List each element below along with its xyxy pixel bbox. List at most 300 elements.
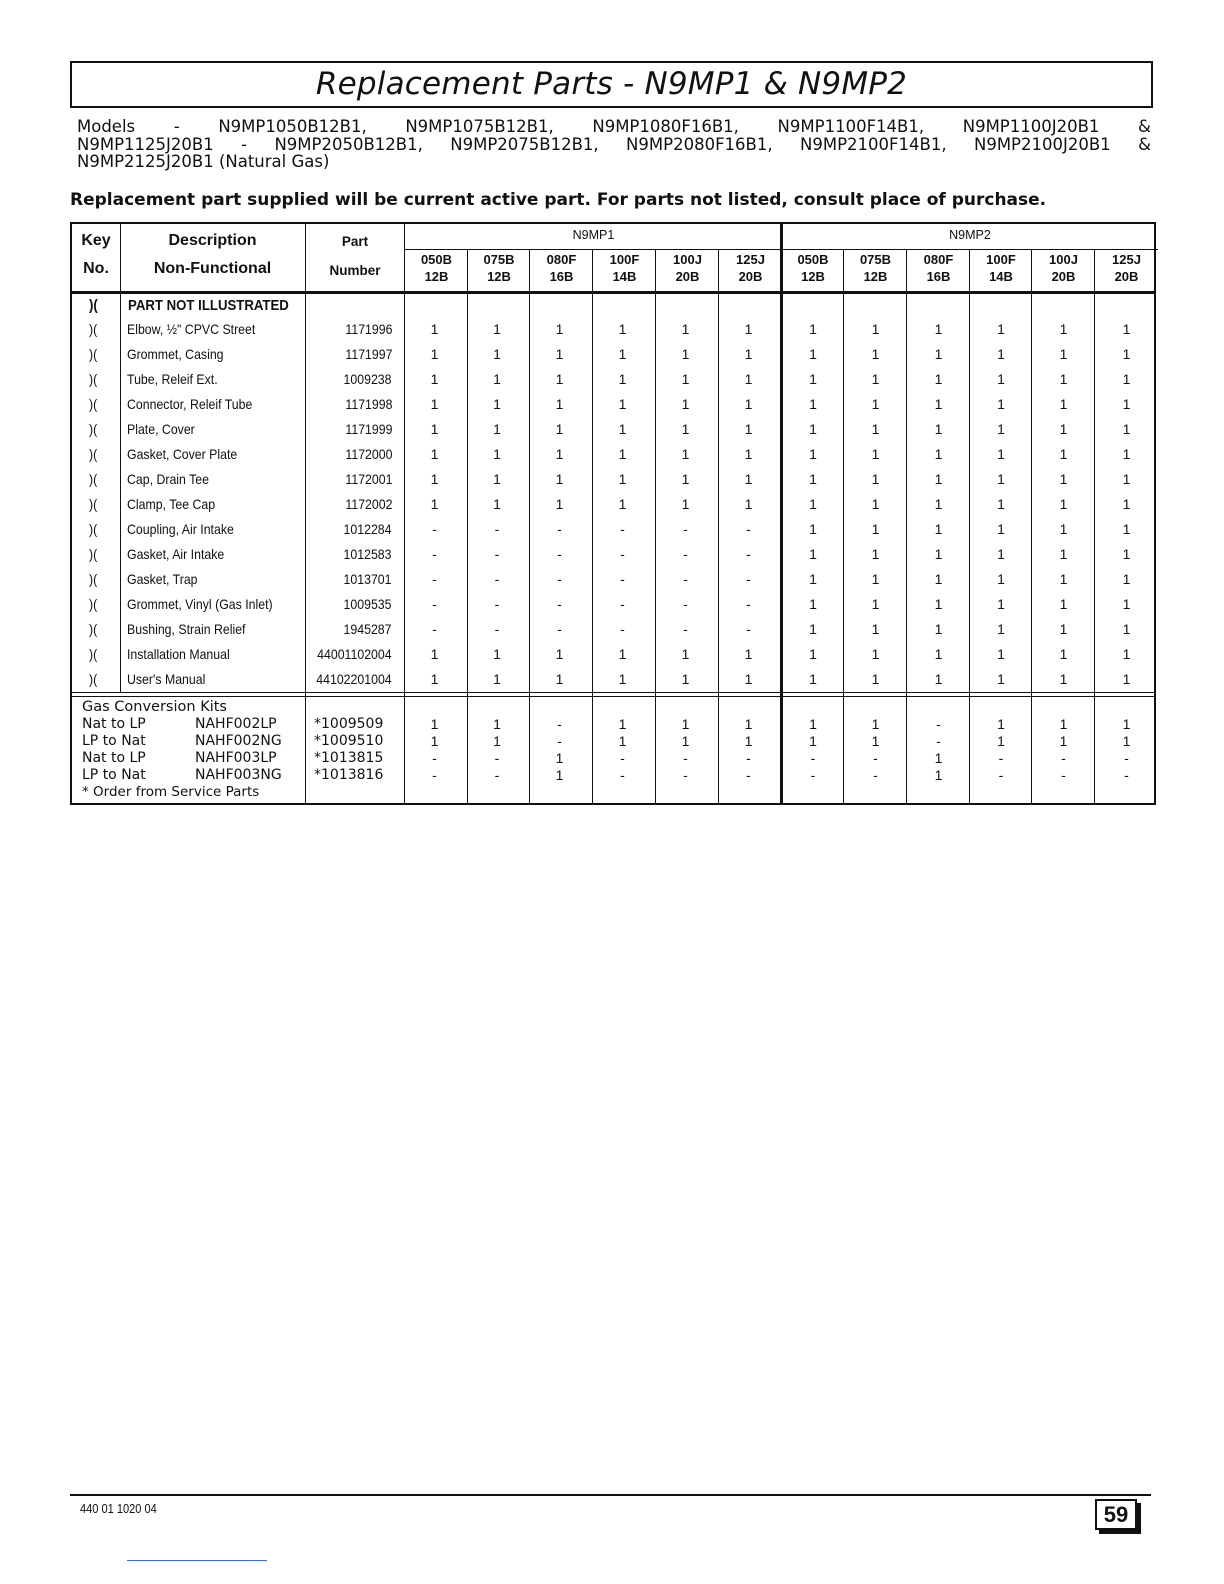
row-quantity: 1 <box>997 421 1005 437</box>
row-quantity: 1 <box>493 471 501 487</box>
group-header-n9mp2: N9MP2 <box>949 228 991 242</box>
col-divider <box>467 249 468 805</box>
kit-quantity: - <box>620 767 625 783</box>
row-quantity: 1 <box>871 521 880 537</box>
col-divider <box>718 249 719 805</box>
row-quantity: 1 <box>871 446 880 462</box>
row-quantity: 1 <box>1122 396 1131 412</box>
header-rule-thick <box>72 291 1154 294</box>
description-header-sub: Non-Functional <box>153 260 272 277</box>
model-column-header: 080F <box>546 252 577 267</box>
model-column-header-sub: 16B <box>926 269 951 284</box>
row-quantity: 1 <box>681 496 690 512</box>
col-divider <box>655 249 656 805</box>
row-quantity: 1 <box>1059 421 1068 437</box>
row-quantity: - <box>620 621 625 637</box>
row-quantity: 1 <box>1059 596 1068 612</box>
row-quantity: 1 <box>555 396 564 412</box>
row-quantity: 1 <box>871 421 880 437</box>
kit-quantity: - <box>557 733 562 749</box>
row-quantity: 1 <box>1122 521 1131 537</box>
col-divider <box>906 249 907 805</box>
row-quantity: 1 <box>618 446 627 462</box>
row-quantity: 1 <box>997 346 1005 362</box>
row-quantity: 1 <box>934 621 943 637</box>
row-quantity: - <box>746 521 751 537</box>
row-key: )( <box>89 371 98 387</box>
replacement-note: Replacement part supplied will be current active part. For parts not listed, consult place of purchase. <box>70 190 1047 210</box>
row-quantity: 1 <box>997 646 1005 662</box>
row-description: Elbow, ½" CPVC Street <box>127 321 256 337</box>
row-description: User's Manual <box>127 671 206 687</box>
section-key: )( <box>89 297 98 314</box>
row-key: )( <box>89 421 98 437</box>
model-column-header-sub: 14B <box>612 269 637 284</box>
row-part-number: 1171996 <box>344 321 392 337</box>
row-quantity: 1 <box>681 671 690 687</box>
row-quantity: 1 <box>618 371 627 387</box>
kit-quantity: - <box>810 767 816 783</box>
kit-label: LP to Nat <box>82 733 146 749</box>
row-quantity: 1 <box>809 446 817 462</box>
row-key: )( <box>89 596 98 612</box>
row-quantity: 1 <box>430 371 439 387</box>
page-number-shadow-bottom <box>1099 1530 1141 1534</box>
row-quantity: 1 <box>871 671 880 687</box>
row-quantity: 1 <box>997 571 1005 587</box>
kit-quantity: 1 <box>555 750 564 766</box>
kit-quantity: 1 <box>744 733 753 749</box>
row-quantity: 1 <box>871 621 880 637</box>
row-quantity: 1 <box>1059 546 1068 562</box>
kit-quantity: 1 <box>681 733 690 749</box>
row-quantity: 1 <box>871 471 880 487</box>
row-quantity: 1 <box>493 446 501 462</box>
row-quantity: 1 <box>934 446 943 462</box>
kit-quantity: - <box>494 767 500 783</box>
row-quantity: 1 <box>934 571 943 587</box>
row-description: Grommet, Casing <box>127 346 224 362</box>
row-quantity: 1 <box>934 346 943 362</box>
row-quantity: 1 <box>997 321 1005 337</box>
row-quantity: 1 <box>744 346 753 362</box>
row-quantity: 1 <box>809 571 817 587</box>
kits-footnote: * Order from Service Parts <box>82 784 260 800</box>
row-quantity: 1 <box>493 671 501 687</box>
row-quantity: - <box>683 621 688 637</box>
row-quantity: - <box>683 571 688 587</box>
models-line-3 <box>77 153 1151 171</box>
row-quantity: 1 <box>430 446 439 462</box>
group-divider <box>780 224 783 805</box>
kit-quantity: 1 <box>934 767 943 783</box>
row-key: )( <box>89 521 98 537</box>
row-quantity: 1 <box>934 396 943 412</box>
kit-quantity: 1 <box>618 733 627 749</box>
model-column-header-sub: 20B <box>738 269 763 284</box>
models-line1-item: & <box>1138 117 1151 136</box>
kit-quantity: 1 <box>1122 733 1131 749</box>
header-rule <box>405 249 1158 250</box>
row-quantity: 1 <box>430 646 439 662</box>
models-line2-item: N9MP1125J20B1 <box>77 134 214 154</box>
row-quantity: 1 <box>1122 446 1131 462</box>
row-quantity: - <box>620 596 625 612</box>
row-quantity: - <box>746 621 751 637</box>
kit-part: *1013816 <box>314 767 384 783</box>
kits-rule <box>72 696 1154 697</box>
model-column-header-sub: 20B <box>1051 269 1076 284</box>
kit-quantity: - <box>1061 767 1066 783</box>
row-part-number: 1171999 <box>344 421 392 437</box>
models-line-2 <box>77 136 1151 154</box>
row-quantity: 1 <box>1059 496 1068 512</box>
row-part-number: 1012583 <box>344 546 392 562</box>
group-header-n9mp1: N9MP1 <box>572 228 615 242</box>
row-quantity: 1 <box>430 321 439 337</box>
row-quantity: - <box>494 571 500 587</box>
row-quantity: 1 <box>934 321 943 337</box>
row-quantity: 1 <box>493 346 501 362</box>
row-description: Connector, Releif Tube <box>127 396 253 412</box>
row-quantity: - <box>494 596 500 612</box>
kit-quantity: 1 <box>618 716 627 732</box>
row-quantity: - <box>557 621 562 637</box>
models-line-1 <box>77 118 1151 136</box>
description-header: Description <box>168 232 257 249</box>
row-quantity: 1 <box>493 646 501 662</box>
row-quantity: 1 <box>744 321 753 337</box>
row-quantity: 1 <box>1122 496 1131 512</box>
model-column-header: 125J <box>736 252 765 267</box>
row-quantity: 1 <box>1059 671 1068 687</box>
row-quantity: 1 <box>1122 421 1131 437</box>
row-key: )( <box>89 396 98 412</box>
kit-quantity: - <box>432 767 437 783</box>
row-quantity: 1 <box>618 471 627 487</box>
row-quantity: 1 <box>555 496 564 512</box>
row-quantity: 1 <box>1122 571 1131 587</box>
col-divider <box>592 249 593 805</box>
row-part-number: 44001102004 <box>317 646 392 662</box>
model-column-header-sub: 14B <box>989 269 1013 284</box>
row-quantity: 1 <box>555 446 564 462</box>
row-quantity: 1 <box>934 471 943 487</box>
row-quantity: 1 <box>618 346 627 362</box>
row-quantity: 1 <box>809 621 817 637</box>
kit-quantity: 1 <box>871 733 880 749</box>
row-quantity: 1 <box>809 496 817 512</box>
row-quantity: 1 <box>744 446 753 462</box>
row-quantity: 1 <box>997 671 1005 687</box>
row-quantity: 1 <box>1122 346 1131 362</box>
row-quantity: 1 <box>1059 446 1068 462</box>
kit-quantity: - <box>557 716 562 732</box>
kit-model: NAHF002NG <box>195 733 282 749</box>
kit-quantity: - <box>810 750 816 766</box>
model-column-header: 050B <box>797 252 829 267</box>
kit-quantity: 1 <box>997 716 1005 732</box>
kit-quantity: - <box>998 750 1004 766</box>
kit-quantity: - <box>873 750 878 766</box>
row-quantity: 1 <box>744 671 753 687</box>
kit-quantity: - <box>432 750 437 766</box>
kit-quantity: 1 <box>809 733 817 749</box>
kit-quantity: 1 <box>1059 716 1068 732</box>
row-quantity: 1 <box>430 421 439 437</box>
row-quantity: - <box>683 596 688 612</box>
row-quantity: - <box>557 521 562 537</box>
row-quantity: 1 <box>1122 671 1131 687</box>
row-quantity: 1 <box>555 346 564 362</box>
row-quantity: - <box>620 546 625 562</box>
row-key: )( <box>89 671 98 687</box>
row-quantity: - <box>432 521 437 537</box>
kit-quantity: - <box>1061 750 1066 766</box>
row-quantity: 1 <box>555 421 564 437</box>
row-quantity: 1 <box>934 671 943 687</box>
row-quantity: 1 <box>618 496 627 512</box>
row-quantity: - <box>432 571 437 587</box>
kit-quantity: 1 <box>934 750 943 766</box>
row-key: )( <box>89 321 98 337</box>
row-quantity: 1 <box>430 471 439 487</box>
row-quantity: 1 <box>934 596 943 612</box>
row-quantity: 1 <box>1122 471 1131 487</box>
row-quantity: 1 <box>1059 321 1068 337</box>
row-quantity: 1 <box>1059 646 1068 662</box>
section-label: PART NOT ILLUSTRATED <box>128 297 289 314</box>
row-quantity: - <box>620 521 625 537</box>
kit-label: Nat to LP <box>82 716 146 732</box>
row-quantity: - <box>432 621 437 637</box>
row-description: Bushing, Strain Relief <box>127 621 246 637</box>
model-column-header-sub: 16B <box>549 269 574 284</box>
row-part-number: 1172002 <box>344 496 392 512</box>
row-quantity: 1 <box>555 371 564 387</box>
model-column-header-sub: 12B <box>424 269 449 284</box>
row-quantity: - <box>494 621 500 637</box>
kit-model: NAHF003LP <box>195 750 277 766</box>
kit-quantity: 1 <box>493 716 501 732</box>
model-column-header-sub: 12B <box>487 269 511 284</box>
kit-quantity: 1 <box>493 733 501 749</box>
kit-quantity: 1 <box>681 716 690 732</box>
row-quantity: 1 <box>744 396 753 412</box>
row-quantity: 1 <box>430 496 439 512</box>
model-column-header-sub: 12B <box>863 269 888 284</box>
row-quantity: 1 <box>997 546 1005 562</box>
row-quantity: - <box>746 546 751 562</box>
row-quantity: 1 <box>744 421 753 437</box>
row-quantity: 1 <box>555 321 564 337</box>
row-description: Coupling, Air Intake <box>127 521 234 537</box>
row-quantity: 1 <box>681 396 690 412</box>
model-column-header: 100J <box>1049 252 1078 267</box>
row-quantity: 1 <box>809 396 817 412</box>
row-part-number: 1172000 <box>344 446 392 462</box>
row-key: )( <box>89 546 98 562</box>
row-quantity: 1 <box>493 496 501 512</box>
row-quantity: 1 <box>681 646 690 662</box>
row-quantity: 1 <box>681 346 690 362</box>
models-line2-item: N9MP2050B12B1, <box>274 134 423 154</box>
row-quantity: - <box>683 521 688 537</box>
row-quantity: 1 <box>1059 571 1068 587</box>
kit-quantity: - <box>746 767 751 783</box>
model-column-header: 080F <box>923 252 954 267</box>
row-quantity: 1 <box>809 646 817 662</box>
row-quantity: 1 <box>809 596 817 612</box>
row-quantity: 1 <box>681 321 690 337</box>
kit-quantity: 1 <box>1122 716 1131 732</box>
row-description: Clamp, Tee Cap <box>127 496 216 512</box>
row-quantity: 1 <box>681 371 690 387</box>
page-number: 59 <box>1095 1499 1137 1530</box>
row-quantity: 1 <box>934 646 943 662</box>
row-quantity: 1 <box>809 371 817 387</box>
page-title-box <box>70 61 1153 108</box>
kit-label: Nat to LP <box>82 750 146 766</box>
row-quantity: - <box>620 571 625 587</box>
row-key: )( <box>89 496 98 512</box>
row-quantity: 1 <box>934 496 943 512</box>
model-column-header: 100J <box>673 252 702 267</box>
models-line2-item: N9MP2100J20B1 <box>973 134 1111 154</box>
models-line2-item: N9MP2100F14B1, <box>800 134 947 154</box>
row-quantity: 1 <box>1059 396 1068 412</box>
model-column-header: 050B <box>420 252 453 267</box>
row-quantity: 1 <box>871 646 880 662</box>
model-column-header-sub: 12B <box>801 269 825 284</box>
row-quantity: 1 <box>493 396 501 412</box>
row-quantity: 1 <box>430 396 439 412</box>
row-quantity: 1 <box>555 471 564 487</box>
row-quantity: - <box>746 571 751 587</box>
row-quantity: 1 <box>809 321 817 337</box>
row-quantity: 1 <box>430 346 439 362</box>
row-quantity: - <box>746 596 751 612</box>
kit-quantity: 1 <box>871 716 880 732</box>
models-line1-item: N9MP1050B12B1, <box>218 117 367 136</box>
row-description: Gasket, Trap <box>127 571 198 587</box>
key-header-no: No. <box>83 260 109 277</box>
row-quantity: 1 <box>681 446 690 462</box>
row-quantity: 1 <box>871 371 880 387</box>
row-quantity: 1 <box>997 396 1005 412</box>
row-quantity: 1 <box>997 446 1005 462</box>
row-quantity: 1 <box>493 421 501 437</box>
row-part-number: 44102201004 <box>316 671 392 687</box>
key-header: Key <box>81 232 111 249</box>
kits-rule <box>72 692 1154 693</box>
kit-model: NAHF003NG <box>195 767 282 783</box>
model-column-header: 075B <box>859 252 892 267</box>
col-divider <box>120 224 121 692</box>
row-key: )( <box>89 346 98 362</box>
col-divider <box>843 249 844 805</box>
row-quantity: 1 <box>809 471 817 487</box>
col-divider <box>529 249 530 805</box>
row-quantity: 1 <box>1122 621 1131 637</box>
col-divider <box>305 224 306 805</box>
col-divider <box>1031 249 1032 805</box>
row-quantity: 1 <box>997 496 1005 512</box>
row-part-number: 1171997 <box>344 346 392 362</box>
kit-quantity: - <box>494 750 500 766</box>
models-line1-item: Models <box>77 117 136 136</box>
row-quantity: 1 <box>493 371 501 387</box>
col-divider <box>969 249 970 805</box>
row-key: )( <box>89 471 98 487</box>
row-quantity: 1 <box>1122 321 1131 337</box>
row-part-number: 1171998 <box>344 396 392 412</box>
part-header-sub: Number <box>329 263 381 278</box>
row-quantity: 1 <box>430 671 439 687</box>
kit-quantity: 1 <box>430 716 439 732</box>
footer-divider <box>70 1494 1151 1496</box>
row-quantity: - <box>683 546 688 562</box>
row-quantity: 1 <box>997 521 1005 537</box>
row-quantity: 1 <box>1122 646 1131 662</box>
row-quantity: 1 <box>681 471 690 487</box>
models-line1-item: N9MP1100F14B1, <box>777 117 925 136</box>
row-quantity: 1 <box>1122 596 1131 612</box>
models-line2-item: & <box>1138 134 1151 154</box>
row-description: Installation Manual <box>127 646 230 662</box>
row-quantity: 1 <box>809 671 817 687</box>
row-key: )( <box>89 571 98 587</box>
row-key: )( <box>89 446 98 462</box>
row-quantity: 1 <box>871 396 880 412</box>
kit-quantity: 1 <box>809 716 817 732</box>
row-quantity: 1 <box>744 371 753 387</box>
row-quantity: 1 <box>871 321 880 337</box>
models-line2-item: N9MP2080F16B1, <box>626 134 773 154</box>
row-quantity: - <box>494 546 500 562</box>
row-quantity: 1 <box>997 596 1005 612</box>
row-quantity: 1 <box>1059 521 1068 537</box>
row-quantity: 1 <box>1059 471 1068 487</box>
kit-part: *1009509 <box>314 716 384 732</box>
kit-part: *1009510 <box>314 733 384 749</box>
col-divider <box>404 224 405 805</box>
row-quantity: 1 <box>1122 546 1131 562</box>
models-line1-item: N9MP1080F16B1, <box>592 117 739 136</box>
row-description: Grommet, Vinyl (Gas Inlet) <box>127 596 273 612</box>
model-column-header: 100F <box>609 252 640 267</box>
kit-quantity: - <box>683 750 688 766</box>
row-quantity: 1 <box>809 521 817 537</box>
kit-quantity: - <box>683 767 688 783</box>
model-column-header: 125J <box>1112 252 1141 267</box>
row-quantity: 1 <box>934 371 943 387</box>
kit-label: LP to Nat <box>82 767 146 783</box>
row-quantity: 1 <box>809 421 817 437</box>
model-column-header: 075B <box>483 252 515 267</box>
models-line2-item: N9MP2075B12B1, <box>450 134 599 154</box>
row-quantity: 1 <box>809 346 817 362</box>
row-quantity: 1 <box>618 671 627 687</box>
row-quantity: 1 <box>744 496 753 512</box>
row-quantity: 1 <box>1059 371 1068 387</box>
row-key: )( <box>89 621 98 637</box>
kit-quantity: - <box>936 716 941 732</box>
row-quantity: 1 <box>493 321 501 337</box>
row-quantity: 1 <box>618 396 627 412</box>
kit-quantity: - <box>746 750 751 766</box>
kits-heading: Gas Conversion Kits <box>82 699 227 715</box>
